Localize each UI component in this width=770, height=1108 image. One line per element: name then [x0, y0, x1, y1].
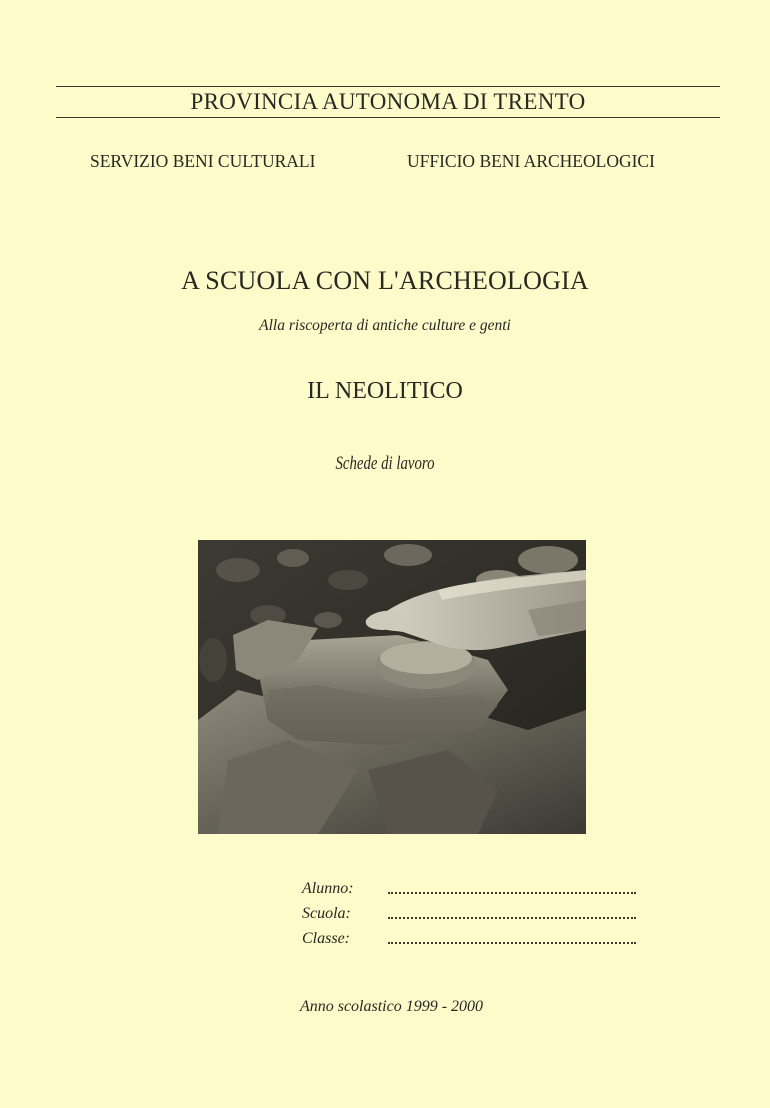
school-year: Anno scolastico 1999 - 2000 [299, 998, 484, 1015]
department-left: SERVIZIO BENI CULTURALI [90, 151, 316, 171]
classe-label: Classe: [302, 930, 350, 947]
form-row-classe [302, 929, 642, 954]
alunno-label: Alunno: [302, 880, 354, 897]
stone-grinding-photo [198, 540, 586, 834]
worksheets-label: Schede di lavoro [335, 453, 435, 474]
page-title: A SCUOLA CON L'ARCHEOLOGIA [181, 266, 589, 295]
period-title: IL NEOLITICO [307, 378, 463, 404]
header-rule-bottom [56, 117, 720, 118]
header-rule-top [56, 86, 720, 87]
classe-field[interactable] [388, 942, 636, 944]
scuola-field[interactable] [388, 917, 636, 919]
form-row-scuola [302, 904, 642, 929]
student-info-form [302, 879, 642, 954]
page-subtitle: Alla riscoperta di antiche culture e genti [259, 317, 511, 334]
alunno-field[interactable] [388, 892, 636, 894]
province-heading: PROVINCIA AUTONOMA DI TRENTO [190, 89, 586, 114]
department-right: UFFICIO BENI ARCHEOLOGICI [407, 151, 655, 171]
scuola-label: Scuola: [302, 905, 351, 922]
form-row-alunno [302, 879, 642, 904]
cover-photo [198, 540, 586, 834]
